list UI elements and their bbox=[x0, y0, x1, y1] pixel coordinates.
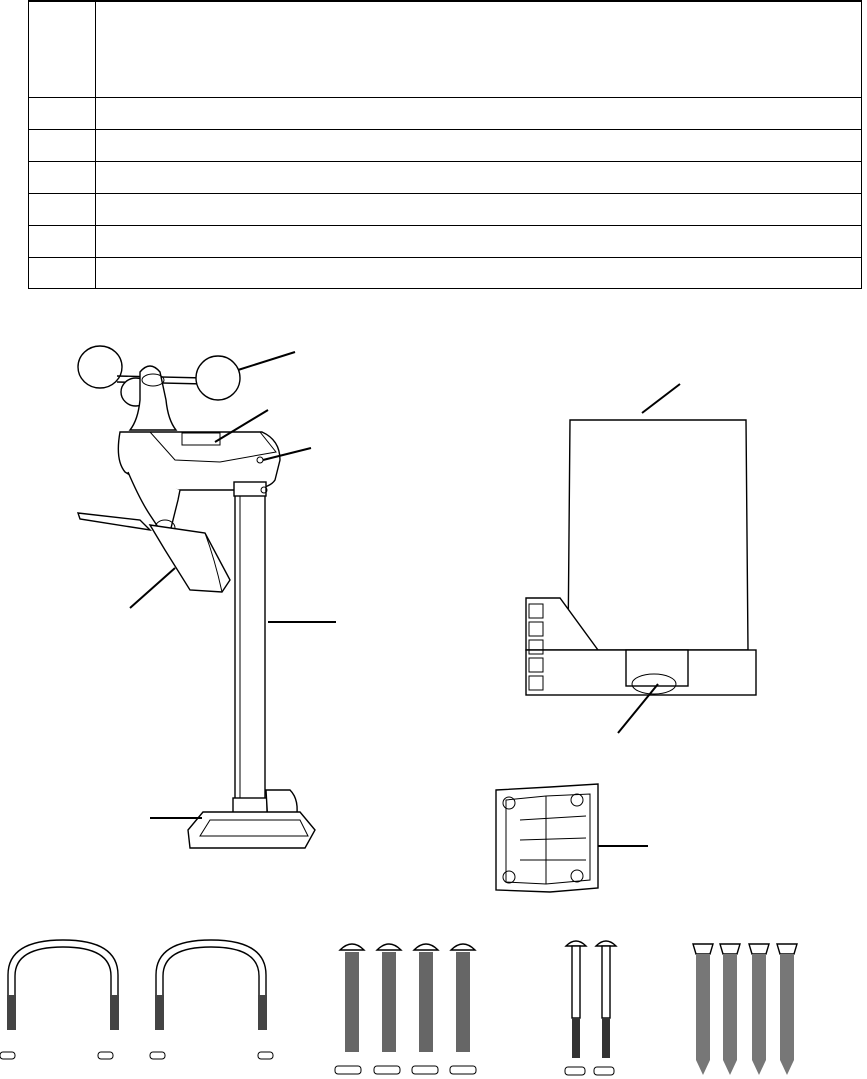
wind-sensor-assembly-icon bbox=[78, 346, 336, 848]
mounting-bracket-icon bbox=[496, 784, 648, 892]
long-screw-icon bbox=[565, 941, 616, 1075]
u-bolt-icon bbox=[150, 940, 273, 1059]
u-bolt-icon bbox=[0, 940, 119, 1059]
machine-screw-icon bbox=[335, 944, 476, 1074]
rain-gauge-icon bbox=[526, 384, 756, 733]
wood-screw-icon bbox=[693, 944, 797, 1075]
